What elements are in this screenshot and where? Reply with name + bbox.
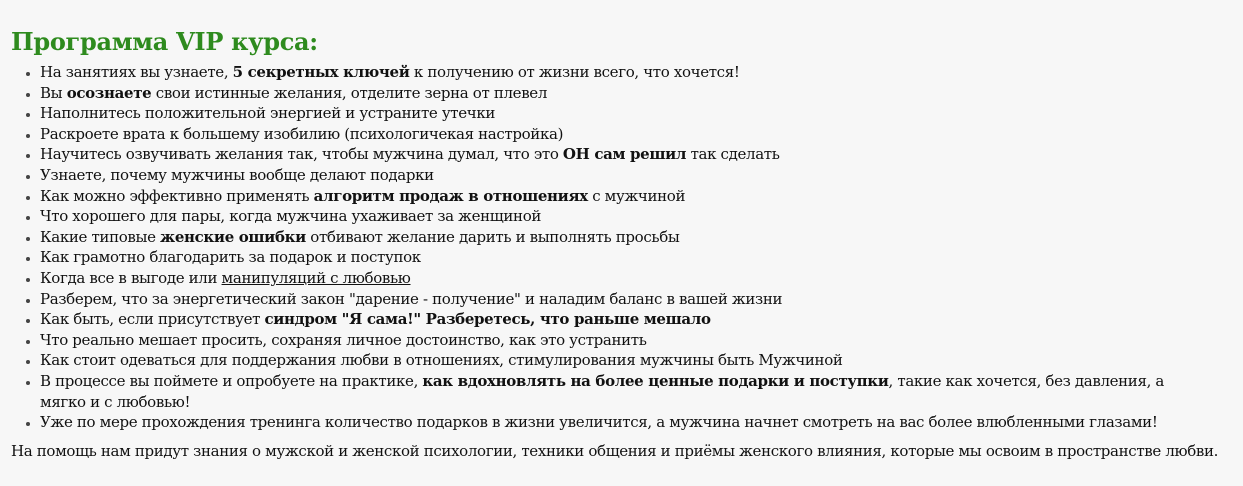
bold-text: женские ошибки [160,227,306,246]
item-text: Узнаете, почему мужчины вообще делают подарки [40,165,434,184]
item-text: Разберем, что за энергетический закон "дарение - получение" и наладим баланс в вашей жизни [40,289,783,308]
bold-text: алгоритм продаж в отношениях [313,186,588,205]
list-item [40,62,1231,83]
program-list [11,62,1231,433]
item-text: отбивают желание дарить и выполнять просьбы [305,227,680,246]
list-item [40,144,1231,165]
item-text: В процессе вы поймете и опробуете на практике, [40,371,423,390]
item-text: к получению от жизни всего, что хочется! [409,63,740,81]
item-text: Вы [40,83,67,102]
list-item [40,124,1231,145]
list-item [40,309,1231,330]
bold-text: как вдохновлять на более ценные подарки и поступки [422,371,889,390]
item-text: Как грамотно благодарить за подарок и поступок [40,248,421,267]
list-item [40,247,1231,268]
list-item [40,412,1231,433]
list-item [40,103,1231,124]
bold-text: ОН сам решил [562,145,687,164]
list-item [40,268,1231,289]
list-item [40,350,1231,371]
page-title: Программа VIP курса: [11,27,318,56]
item-text: Научитесь озвучивать желания так, чтобы мужчина думал, что это [40,145,563,164]
list-item [40,371,1231,412]
list-item [40,330,1231,351]
item-text: с мужчиной [587,186,686,205]
item-text: , такие как хочется, без давления, а мягко и с любовью! [40,371,1164,411]
item-text: Как стоит одеваться для поддержания любви в отношениях, стимулирования мужчины быть Мужчиной [40,351,843,370]
item-text: На занятиях вы узнаете, [40,63,233,81]
item-text: Раскроете врата к большему изобилию (психологичекая настройка) [40,124,564,143]
item-text: Наполнитесь положительной энергией и устраните утечки [40,104,496,123]
underlined-text: манипуляций с любовью [221,268,411,287]
bold-text: 5 секретных ключей [232,63,410,81]
list-item [40,186,1231,207]
item-text: Уже по мере прохождения тренинга количество подарков в жизни увеличится, а мужчина начнет смотреть на вас более влюбленными глазами! [40,413,1158,432]
item-text: Что реально мешает просить, сохраняя личное достоинство, как это устранить [40,330,647,349]
item-text: Какие типовые [40,227,161,246]
item-text: Как можно эффективно применять [40,186,314,205]
item-text: Когда все в выгоде или [40,268,222,287]
list-item [40,206,1231,227]
bold-text: синдром "Я сама!" Разберетесь, что раньше мешало [264,310,711,329]
footer-paragraph: На помощь нам придут знания о мужской и женской психологии, техники общения и приёмы женского влияния, которые мы освоим в пространстве любви. [11,441,1219,460]
item-text: свои истинные желания, отделите зерна от плевел [151,83,548,102]
list-item [40,165,1231,186]
item-text: Что хорошего для пары, когда мужчина ухаживает за женщиной [40,207,542,226]
bold-text: осознаете [66,83,152,102]
list-item [40,227,1231,248]
item-text: Как быть, если присутствует [40,310,265,329]
list-item [40,83,1231,104]
list-item [40,289,1231,310]
item-text: так сделать [686,145,780,164]
